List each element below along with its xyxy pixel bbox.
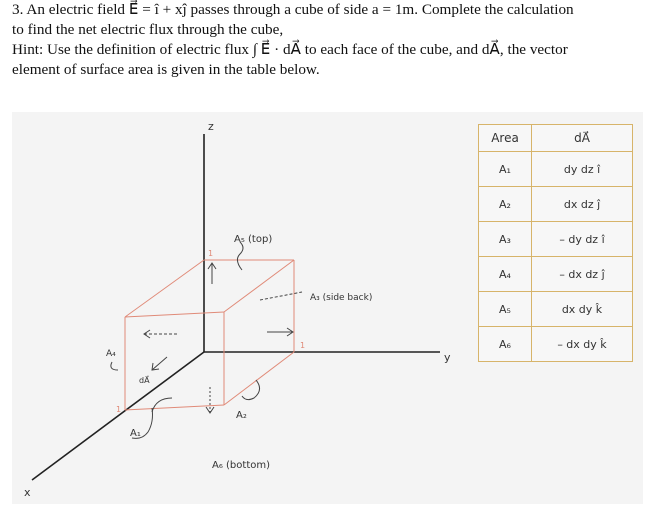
problem-line-1: 3. An electric field E⃗ = î + xĵ passes through a cube of side a = 1m. Complete the calculation [12,1,574,18]
area-cell: A₁ [479,152,532,187]
table-row [479,187,633,222]
tick-z: 1 [208,249,214,258]
x-axis [32,352,204,480]
label-a2: A₂ [236,410,247,421]
header-dA: dA⃗ [532,125,633,152]
header-area: Area [479,125,532,152]
cube-figure [12,112,643,504]
axis-label-y: y [444,351,451,364]
label-a3-side-back: A₃ (side back) [310,293,373,303]
area-cell: A₂ [479,187,532,222]
dA-cell: dx dz ĵ [532,187,633,222]
table-header-row [479,125,633,152]
tick-x: 1 [116,405,122,414]
dA-cell: – dy dz î [532,222,633,257]
table-row [479,257,633,292]
label-a1: A₁ [130,428,141,439]
label-a4: A₄ [106,349,116,359]
dA-cell: dx dy k̂ [532,292,633,327]
problem-line-4: element of surface area is given in the table below. [12,61,320,78]
table-row [479,327,633,362]
area-cell: A₅ [479,292,532,327]
label-a5-top: A₅ (top) [234,234,273,245]
surface-element-table [478,124,633,362]
area-cell: A₃ [479,222,532,257]
problem-line-3: Hint: Use the definition of electric flux ∫ E⃗ · dA⃗ to each face of the cube, and dA⃗, the vector [12,41,568,58]
axis-label-x: x [24,486,31,499]
area-cell: A₄ [479,257,532,292]
problem-line-2: to find the net electric flux through the cube, [12,21,284,38]
table-row [479,222,633,257]
label-a6-bottom: A₆ (bottom) [212,460,270,471]
dA-cell: – dx dz ĵ [532,257,633,292]
dA-cell: – dx dy k̂ [532,327,633,362]
table-row [479,152,633,187]
axis-label-z: z [208,120,214,133]
problem-statement [12,0,648,80]
tick-y: 1 [300,341,306,350]
dA-cell: dy dz î [532,152,633,187]
label-dA: dA⃗ [139,376,150,385]
area-cell: A₆ [479,327,532,362]
table-row [479,292,633,327]
